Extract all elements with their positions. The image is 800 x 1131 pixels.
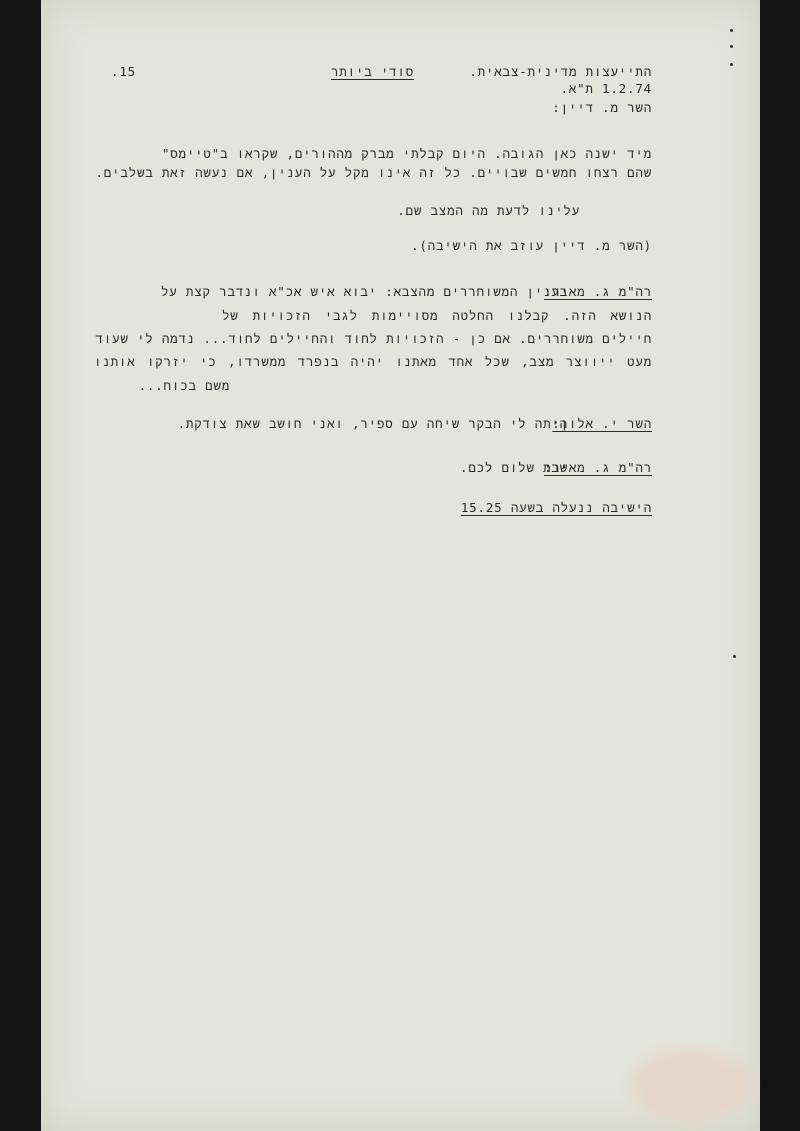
stage-note: (השר מ. דיין עוזב את הישיבה). — [411, 238, 652, 253]
paragraph-line: חיילים משוחררים. אם כן - הזכויות לחוד והחיילים לחוד... נדמה לי שעוד — [95, 331, 652, 346]
page-number: .15 — [111, 64, 136, 79]
binding-hole-mark — [730, 45, 733, 48]
closing-line: הישיבה ננעלה בשעה 15.25 — [460, 500, 652, 515]
paragraph-line: משם בכוח... — [138, 378, 230, 393]
paragraph-line: שבת שלום לכם. — [460, 460, 568, 475]
document-date: 1.2.74 ת"א. — [560, 81, 652, 96]
paragraph-line: עלינו לדעת מה המצב שם. — [397, 203, 580, 218]
paragraph-line: מיד ישנה כאן הגובה. היום קבלתי מברק מההורים, שקראו ב"טיימס" — [161, 146, 652, 161]
paragraph-line: שהם רצחו חמשים שבויים. כל זה אינו מקל על הענין, אם נעשה זאת בשלבים. — [95, 165, 652, 180]
paragraph-line: בענין המשוחררים מהצבא: יבוא איש אכ"א ונדבר קצת על — [160, 284, 568, 299]
binding-hole-mark — [730, 63, 733, 66]
speaker-name: השר מ. דיין: — [552, 100, 652, 115]
speaker-name: רה"מ ג. מאיר: — [543, 460, 652, 475]
paragraph-line: הנושא הזה. קבלנו החלטה מסויימות לגבי הזכויות של — [222, 308, 652, 323]
document-page — [41, 0, 760, 1131]
stray-ink-mark — [733, 655, 736, 658]
classification-label: סודי ביותר — [331, 64, 415, 79]
document-title: התייעצות מדינית-צבאית. — [469, 64, 652, 79]
binding-hole-mark — [730, 29, 733, 32]
speaker-name: השר י. אלון: — [552, 416, 652, 431]
speaker-name: רה"מ ג. מאיר: — [543, 284, 652, 299]
paragraph-line: היתה לי הבקר שיחה עם ספיר, ואני חושב שאת צודקת. — [177, 416, 568, 431]
paper-stain — [631, 1050, 751, 1120]
paragraph-line: מעט ייווצר מצב, שכל אחד מאתנו יהיה בנפרד ממשרדו, כי יזרקו אותנו — [94, 354, 652, 369]
